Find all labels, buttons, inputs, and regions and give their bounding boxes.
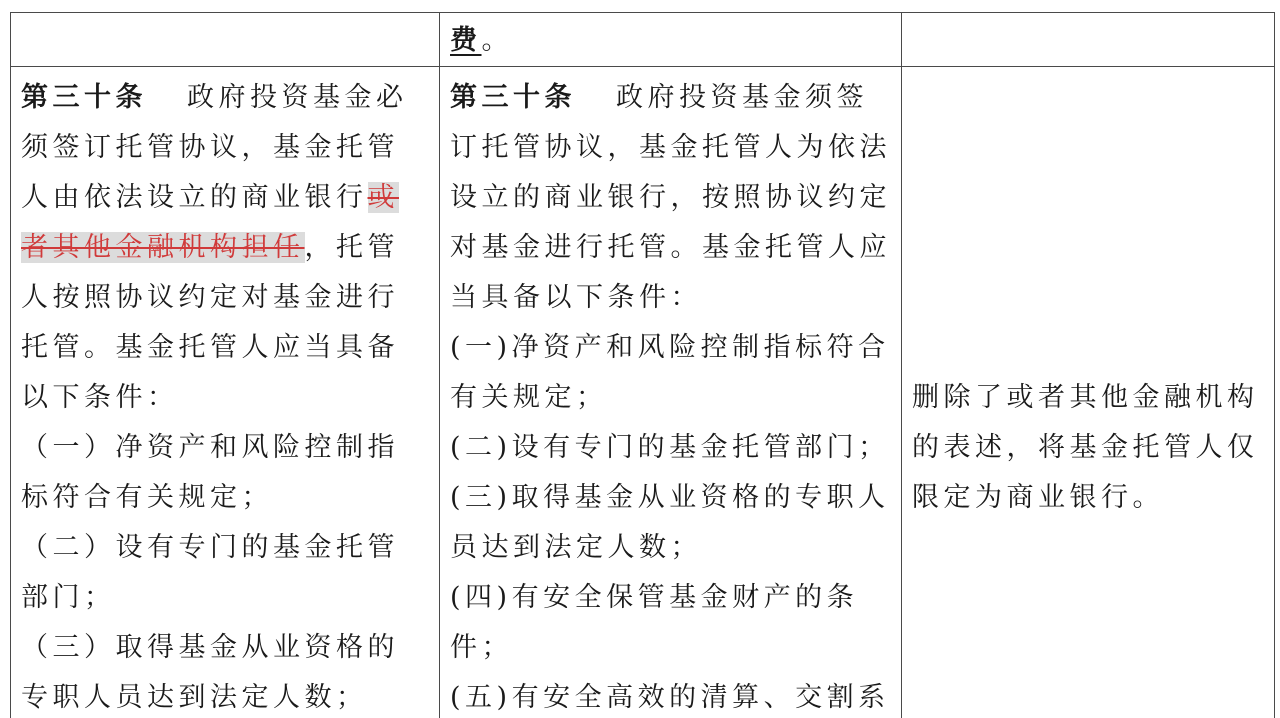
table-row bbox=[11, 67, 1275, 718]
original-text-before: 政府投资基金必须签订托管协议，基金托管人由依法设立的商业银行 bbox=[21, 82, 408, 213]
revised-text: 政府投资基金须签订托管协议，基金托管人为依法设立的商业银行，按照协议约定对基金进行托管。基金托管人应当具备以下条件： bbox=[450, 82, 891, 313]
revised-condition-3: (三)取得基金从业资格的专职人员达到法定人数； bbox=[450, 482, 890, 563]
note-cell-top bbox=[902, 13, 1275, 67]
original-article-number: 第三十条 bbox=[21, 82, 147, 113]
original-paragraph bbox=[21, 82, 408, 413]
fee-tail: 。 bbox=[481, 25, 513, 56]
original-cell-top bbox=[11, 13, 440, 67]
original-condition-2: （二）设有专门的基金托管部门； bbox=[21, 532, 399, 613]
revised-condition-4: (四)有安全保管基金财产的条件； bbox=[450, 582, 859, 663]
original-article-cell bbox=[11, 67, 440, 718]
original-condition-1: （一）净资产和风险控制指标符合有关规定； bbox=[21, 432, 399, 513]
note-cell bbox=[902, 67, 1275, 718]
note-text: 删除了或者其他金融机构的表述，将基金托管人仅限定为商业银行。 bbox=[912, 382, 1259, 513]
revised-paragraph bbox=[450, 82, 891, 313]
original-text-after: ，托管人按照协议约定对基金进行托管。基金托管人应当具备以下条件： bbox=[21, 232, 399, 413]
deleted-text: 或者其他金融机构担任 bbox=[21, 182, 399, 263]
table-row bbox=[11, 13, 1275, 67]
revised-condition-2: (二)设有专门的基金托管部门； bbox=[450, 432, 890, 463]
revised-condition-1: (一)净资产和风险控制指标符合有关规定； bbox=[450, 332, 890, 413]
revised-cell-top bbox=[440, 13, 902, 67]
revised-article-cell bbox=[440, 67, 902, 718]
fee-word: 费 bbox=[450, 25, 482, 56]
revised-condition-5: (五)有安全高效的清算、交割系 bbox=[450, 682, 890, 713]
original-condition-3: （三）取得基金从业资格的专职人员达到法定人数； bbox=[21, 632, 399, 713]
comparison-table bbox=[10, 12, 1275, 718]
revised-article-number: 第三十条 bbox=[450, 82, 576, 113]
